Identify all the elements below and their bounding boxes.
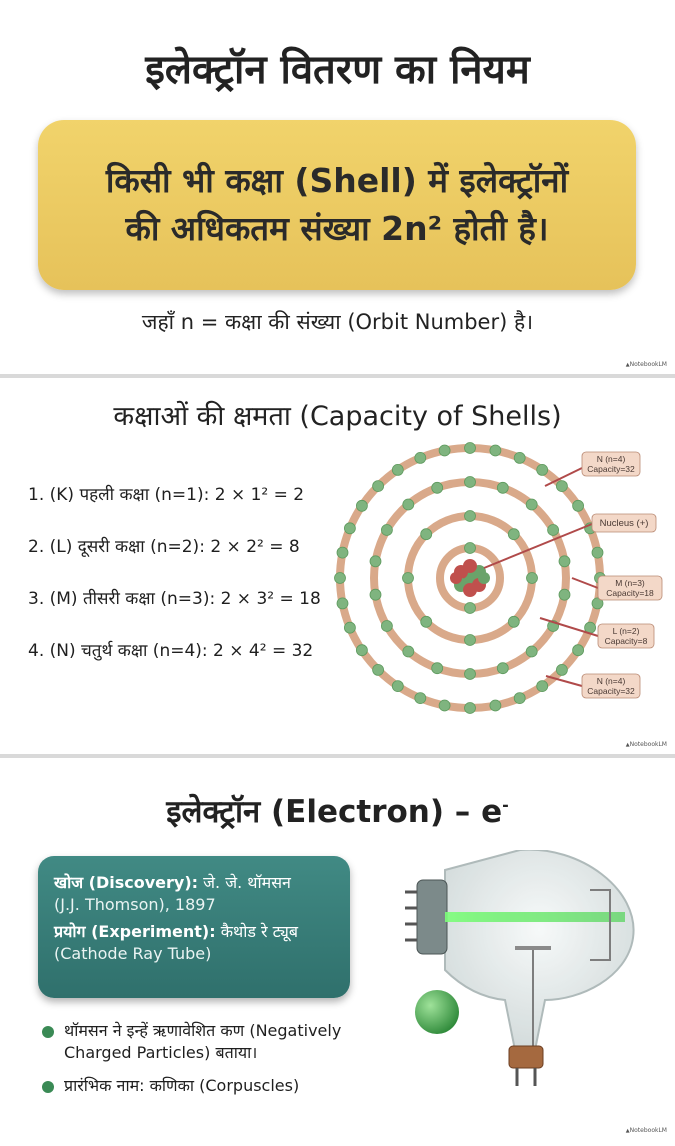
electron-icon: [373, 481, 384, 492]
electron-icon: [337, 598, 348, 609]
electron-icon: [465, 543, 476, 554]
atom-diagram: [330, 438, 670, 718]
brand-mark: ▲ NotebookLM: [626, 361, 667, 368]
electron-icon: [403, 499, 414, 510]
electron-icon: [537, 681, 548, 692]
rule-line-1: किसी भी कक्षा (Shell) में इलेक्ट्रॉनों: [105, 161, 569, 201]
electron-icon: [403, 646, 414, 657]
rule-panel: [0, 0, 675, 374]
label-nucleus: Nucleus (+): [599, 518, 649, 529]
label-m-1: M (n=3): [615, 578, 645, 588]
electron-icon: [559, 556, 570, 567]
electron-icon: [421, 616, 432, 627]
electron-icon: [556, 664, 567, 675]
electron-icon: [381, 525, 392, 536]
electron-icon: [370, 589, 381, 600]
label-n-bot-2: Capacity=32: [587, 686, 635, 696]
electron-icon: [421, 529, 432, 540]
fact-list: [42, 1020, 394, 1109]
rule-statement: [57, 157, 617, 253]
discovery-label: खोज (Discovery):: [54, 873, 199, 892]
electron-icon: [465, 635, 476, 646]
electron-icon: [370, 556, 381, 567]
electron-icon: [490, 700, 501, 711]
electron-icon: [514, 452, 525, 463]
fact-text: थॉमसन ने इन्हें ऋणावेशित कण (Negatively Charged Particles) बताया।: [64, 1021, 342, 1062]
electron-icon: [432, 482, 443, 493]
shell-item-m: 3. (M) तीसरी कक्षा (n=3): 2 × 3² = 18: [28, 589, 321, 609]
electron-icon: [497, 482, 508, 493]
electron-icon: [344, 622, 355, 633]
electron-icon: [392, 464, 403, 475]
electron-icon: [548, 525, 559, 536]
electron-icon: [573, 645, 584, 656]
experiment-sub: (Cathode Ray Tube): [54, 943, 212, 963]
electron-icon: [335, 573, 346, 584]
electron-icon: [337, 547, 348, 558]
bullet-icon: [42, 1081, 54, 1093]
electron-icon: [556, 481, 567, 492]
experiment-value: कैथोड रे ट्यूब: [220, 922, 299, 942]
electron-icon: [381, 621, 392, 632]
electron-icon: [432, 663, 443, 674]
electron-ball-icon: [415, 990, 459, 1034]
electron-icon: [465, 443, 476, 454]
experiment-label: प्रयोग (Experiment):: [54, 922, 216, 942]
shell-item-k: 1. (K) पहली कक्षा (n=1): 2 × 1² = 2: [28, 485, 305, 505]
fact-text: प्रारंभिक नाम: कणिका (Corpuscles): [64, 1076, 300, 1096]
electron-icon: [497, 663, 508, 674]
electron-panel: [0, 758, 675, 1146]
discovery-box: [38, 856, 350, 998]
label-n-top-1: N (n=4): [596, 454, 626, 464]
fact-item: [42, 1075, 394, 1097]
discovery-row: [54, 872, 334, 915]
nucleus-icon: [450, 559, 490, 597]
electron-icon: [415, 452, 426, 463]
electron-icon: [465, 703, 476, 714]
electron-icon: [526, 646, 537, 657]
shell-item-n: 4. (N) चतुर्थ कक्षा (n=4): 2 × 4² = 32: [28, 641, 314, 661]
electron-icon: [573, 500, 584, 511]
brand-mark: ▲ NotebookLM: [626, 741, 667, 748]
electron-icon: [415, 693, 426, 704]
label-l-2: Capacity=8: [604, 636, 648, 646]
rule-box: [38, 120, 636, 290]
rule-line-2: की अधिकतम संख्या 2n² होती है।: [125, 209, 549, 248]
electron-icon: [465, 669, 476, 680]
electron-icon: [508, 616, 519, 627]
electron-icon: [559, 589, 570, 600]
electron-icon: [465, 477, 476, 488]
discovery-sub: (J.J. Thomson), 1897: [54, 894, 216, 914]
electron-icon: [356, 500, 367, 511]
electron-icon: [439, 445, 450, 456]
electron-icon: [373, 664, 384, 675]
orbit-note: जहाँ n = कक्षा की संख्या (Orbit Number) है।: [141, 310, 534, 334]
label-l-1: L (n=2): [612, 626, 640, 636]
electron-icon: [344, 523, 355, 534]
capacity-panel: [0, 378, 675, 754]
bullet-icon: [42, 1026, 54, 1038]
electron-icon: [592, 547, 603, 558]
electron-icon: [490, 445, 501, 456]
electron-icon: [465, 603, 476, 614]
discovery-value: जे. जे. थॉमसन: [203, 873, 291, 892]
electron-icon: [439, 700, 450, 711]
electron-title-sup: -: [502, 795, 509, 815]
fact-item: [42, 1020, 394, 1063]
electron-icon: [465, 511, 476, 522]
label-m-2: Capacity=18: [606, 588, 654, 598]
electron-icon: [508, 529, 519, 540]
label-n-top-2: Capacity=32: [587, 464, 635, 474]
electron-icon: [392, 681, 403, 692]
electron-icon: [527, 573, 538, 584]
shell-list: [28, 482, 321, 690]
electron-icon: [526, 499, 537, 510]
experiment-row: [54, 921, 334, 964]
electron-icon: [403, 573, 414, 584]
electron-title: [0, 790, 675, 832]
electron-icon: [537, 464, 548, 475]
electron-icon: [514, 693, 525, 704]
capacity-title: कक्षाओं की क्षमता (Capacity of Shells): [113, 401, 562, 432]
electron-icon: [356, 645, 367, 656]
brand-mark: ▲ NotebookLM: [626, 1127, 667, 1134]
label-n-bot-1: N (n=4): [596, 676, 626, 686]
cathode-ray-tube-illustration: [405, 850, 655, 1100]
rule-title: इलेक्ट्रॉन वितरण का नियम: [145, 47, 530, 93]
electron-title-text: इलेक्ट्रॉन (Electron) – e: [166, 794, 503, 830]
shell-item-l: 2. (L) दूसरी कक्षा (n=2): 2 × 2² = 8: [28, 537, 300, 557]
